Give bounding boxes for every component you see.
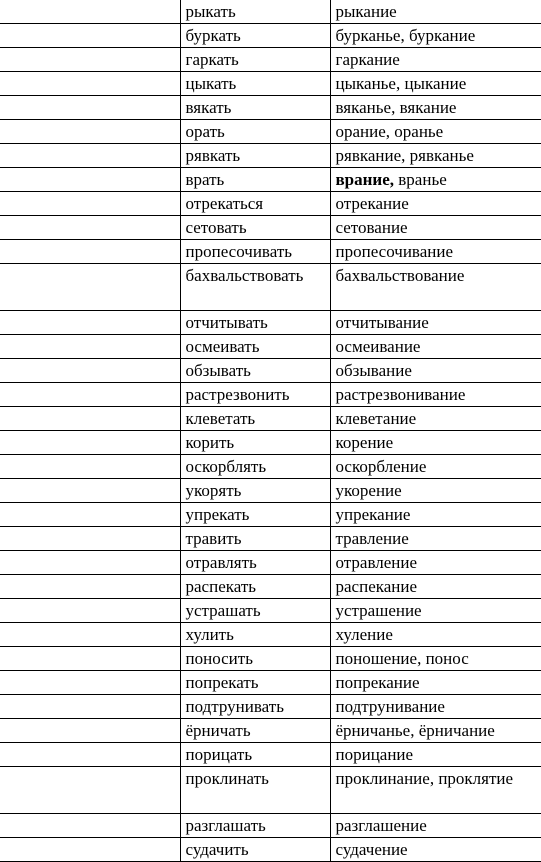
verb-cell: разглашать [180,814,330,838]
verb-cell: отрекаться [180,192,330,216]
table-row [0,767,541,814]
noun-cell: рыкание [330,0,541,24]
verb-cell: бахвальствовать [180,264,330,311]
noun-cell: порицание [330,743,541,767]
noun-cell: сетование [330,216,541,240]
noun-cell: проклинание, проклятие [330,767,541,814]
verb-cell: цыкать [180,72,330,96]
empty-cell [0,216,180,240]
table-row [0,431,541,455]
noun-cell: хуление [330,623,541,647]
empty-cell [0,240,180,264]
empty-cell [0,599,180,623]
verb-cell: хулить [180,623,330,647]
noun-cell: судачение [330,838,541,862]
noun-cell: оскорбление [330,455,541,479]
empty-cell [0,647,180,671]
empty-cell [0,671,180,695]
empty-cell [0,192,180,216]
noun-rest-part: вранье [394,170,447,189]
verb-cell: врать [180,168,330,192]
noun-cell: обзывание [330,359,541,383]
empty-cell [0,335,180,359]
verb-cell: укорять [180,479,330,503]
table-row [0,0,541,24]
empty-cell [0,479,180,503]
verb-cell: порицать [180,743,330,767]
empty-cell [0,767,180,814]
noun-cell: бурканье, буркание [330,24,541,48]
empty-cell [0,838,180,862]
verb-cell: ёрничать [180,719,330,743]
noun-bold-part: врание, [335,170,395,189]
noun-cell: устрашение [330,599,541,623]
empty-cell [0,695,180,719]
empty-cell [0,719,180,743]
noun-cell: растрезвонивание [330,383,541,407]
table-row [0,120,541,144]
table-row [0,72,541,96]
verb-cell: пропесочивать [180,240,330,264]
table-row [0,599,541,623]
noun-cell: укорение [330,479,541,503]
table-row [0,168,541,192]
noun-cell: орание, оранье [330,120,541,144]
verb-cell: подтрунивать [180,695,330,719]
verb-cell: растрезвонить [180,383,330,407]
verb-cell: попрекать [180,671,330,695]
verb-cell: гаркать [180,48,330,72]
table-row [0,623,541,647]
verb-cell: отчитывать [180,311,330,335]
noun-cell: упрекание [330,503,541,527]
table-row [0,407,541,431]
verb-cell: судачить [180,838,330,862]
verb-cell: травить [180,527,330,551]
verb-cell: орать [180,120,330,144]
noun-cell: клеветание [330,407,541,431]
empty-cell [0,96,180,120]
empty-cell [0,0,180,24]
table-row [0,838,541,862]
empty-cell [0,168,180,192]
empty-cell [0,455,180,479]
noun-cell: цыканье, цыкание [330,72,541,96]
table-row [0,216,541,240]
table-row [0,814,541,838]
table-row [0,240,541,264]
noun-cell: подтрунивание [330,695,541,719]
table-row [0,383,541,407]
verb-cell: обзывать [180,359,330,383]
verb-cell: буркать [180,24,330,48]
table-row [0,647,541,671]
verb-cell: рыкать [180,0,330,24]
empty-cell [0,431,180,455]
empty-cell [0,144,180,168]
table-row [0,96,541,120]
noun-cell: ёрничанье, ёрничание [330,719,541,743]
noun-cell: осмеивание [330,335,541,359]
verb-cell: осмеивать [180,335,330,359]
table-row [0,551,541,575]
noun-cell: распекание [330,575,541,599]
empty-cell [0,503,180,527]
table-row [0,575,541,599]
noun-cell: разглашение [330,814,541,838]
table-row [0,479,541,503]
table-row [0,719,541,743]
verb-cell: поносить [180,647,330,671]
noun-cell: бахвальствование [330,264,541,311]
noun-cell: пропесочивание [330,240,541,264]
verb-cell: клеветать [180,407,330,431]
verb-cell: упрекать [180,503,330,527]
noun-cell: корение [330,431,541,455]
noun-cell: вяканье, вякание [330,96,541,120]
table-row [0,671,541,695]
verb-cell: проклинать [180,767,330,814]
table-row [0,527,541,551]
verb-cell: сетовать [180,216,330,240]
verb-cell: отравлять [180,551,330,575]
table-row [0,335,541,359]
table-row [0,48,541,72]
table-row [0,695,541,719]
empty-cell [0,623,180,647]
empty-cell [0,48,180,72]
table-row [0,311,541,335]
table-row [0,455,541,479]
empty-cell [0,311,180,335]
empty-cell [0,120,180,144]
empty-cell [0,814,180,838]
empty-cell [0,72,180,96]
noun-cell: отравление [330,551,541,575]
empty-cell [0,575,180,599]
noun-cell: травление [330,527,541,551]
noun-cell: попрекание [330,671,541,695]
table-row [0,359,541,383]
verb-cell: устрашать [180,599,330,623]
verb-cell: оскорблять [180,455,330,479]
empty-cell [0,264,180,311]
table-row [0,264,541,311]
table-row [0,503,541,527]
noun-cell [330,168,541,192]
noun-cell: рявкание, рявканье [330,144,541,168]
noun-cell: поношение, понос [330,647,541,671]
verb-cell: рявкать [180,144,330,168]
empty-cell [0,527,180,551]
empty-cell [0,551,180,575]
table-row [0,743,541,767]
noun-cell: отрекание [330,192,541,216]
verb-cell: вякать [180,96,330,120]
empty-cell [0,743,180,767]
noun-cell: отчитывание [330,311,541,335]
noun-cell: гаркание [330,48,541,72]
verb-cell: корить [180,431,330,455]
table-row [0,24,541,48]
empty-cell [0,407,180,431]
empty-cell [0,359,180,383]
verb-cell: распекать [180,575,330,599]
table-row [0,192,541,216]
empty-cell [0,24,180,48]
empty-cell [0,383,180,407]
table-row [0,144,541,168]
